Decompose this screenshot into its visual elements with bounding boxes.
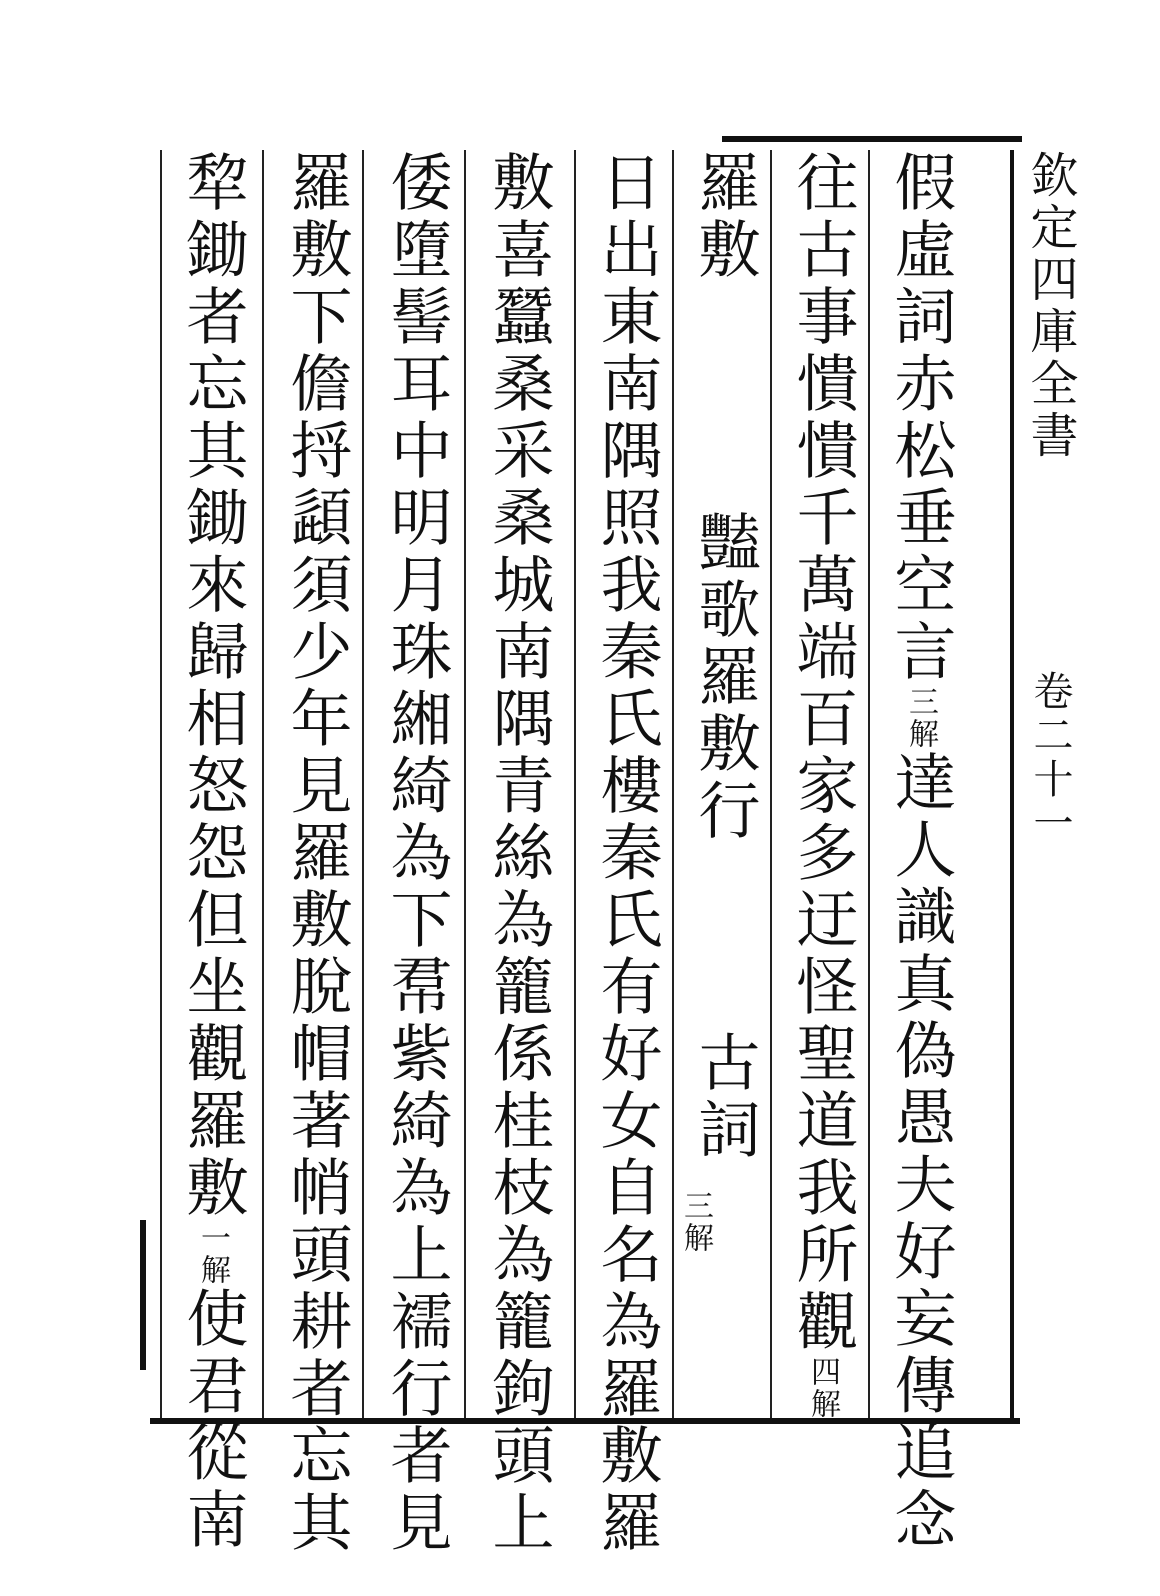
poem-title-column	[678, 150, 764, 1418]
text-column-2	[782, 150, 862, 1418]
left-margin-mark	[140, 1220, 146, 1370]
text-column-6	[376, 150, 456, 1557]
text-column-8	[172, 150, 252, 1554]
top-frame-rule	[722, 136, 1022, 142]
text-column-7	[276, 150, 356, 1557]
column-note: 三解	[903, 686, 938, 750]
column-divider	[770, 150, 772, 1418]
book-title: 欽定四庫全書	[1022, 150, 1078, 462]
column-divider	[574, 150, 576, 1418]
column-text: 日出東南隅照我秦氏樓秦氏有好女自名為羅敷羅	[590, 150, 663, 1557]
column-text-continued: 使君從南	[176, 1286, 249, 1554]
column-divider	[868, 150, 870, 1418]
column-note: 三解	[678, 1190, 713, 1254]
column-text: 羅敷下儋捋頿須少年見羅敷脫帽著帩頭耕者忘其	[280, 150, 353, 1557]
column-divider	[362, 150, 364, 1418]
column-divider	[464, 150, 466, 1418]
column-text: 犂鋤者忘其鋤來歸相怒怨但坐觀羅敷	[176, 150, 249, 1222]
column-text: 往古事憒憒千萬端百家多迂怪聖道我所觀	[786, 150, 859, 1356]
text-column-1	[880, 150, 960, 1554]
column-divider	[160, 150, 162, 1418]
column-note: 一解	[195, 1222, 230, 1286]
volume-label: 卷二十一	[1027, 670, 1073, 846]
column-text: 敷喜蠶桑采桑城南隅青絲為籠係桂枝為籠鉤頭上	[482, 150, 555, 1557]
poem-author: 古詞	[688, 1030, 761, 1164]
text-column-4	[586, 150, 666, 1557]
margin-header-column	[1020, 150, 1080, 1418]
right-frame-rule	[1010, 150, 1014, 1420]
column-divider	[262, 150, 264, 1418]
column-text: 假虛詞赤松垂空言	[884, 150, 957, 686]
poem-title: 豔歌羅敷行	[688, 510, 761, 845]
column-text: 倭墮髻耳中明月珠緗綺為下帬紫綺為上襦行者見	[380, 150, 453, 1557]
column-divider	[672, 150, 674, 1418]
column-note: 四解	[805, 1356, 840, 1420]
text-column-5	[478, 150, 558, 1557]
section-title: 羅敷	[688, 150, 761, 284]
column-text-continued: 達人識真偽愚夫好妄傳追念	[884, 750, 957, 1554]
